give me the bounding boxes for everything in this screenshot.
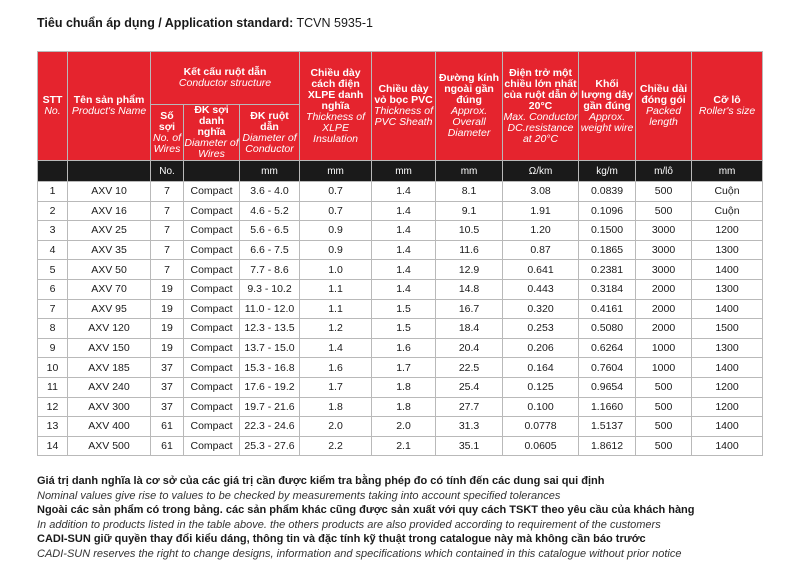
table-cell: AXV 35 xyxy=(68,240,151,260)
table-cell: 0.125 xyxy=(503,377,579,397)
table-cell: 4 xyxy=(38,240,68,260)
table-cell: 2000 xyxy=(636,279,692,299)
table-cell: 2 xyxy=(38,201,68,221)
table-cell: Compact xyxy=(184,201,240,221)
table-cell: 1.7 xyxy=(372,358,436,378)
table-cell: 9.3 - 10.2 xyxy=(240,279,300,299)
table-cell: AXV 16 xyxy=(68,201,151,221)
footnote-line: Nominal values give rise to values to be checked by measurements taking into account specified tolerances xyxy=(37,489,561,502)
table-cell: 0.164 xyxy=(503,358,579,378)
table-cell: AXV 240 xyxy=(68,377,151,397)
table-cell: 8 xyxy=(38,319,68,339)
footnote-line: CADI-SUN reserves the right to change designs, information and specifications which contained in this catalogue without prior notice xyxy=(37,547,682,560)
table-cell: 1400 xyxy=(692,299,763,319)
table-row xyxy=(38,436,763,456)
unit-cell: kg/m xyxy=(579,161,636,182)
table-cell: 1.7 xyxy=(300,377,372,397)
table-cell: 3.6 - 4.0 xyxy=(240,182,300,202)
table-cell: Compact xyxy=(184,260,240,280)
footnote-line: Giá trị danh nghĩa là cơ sở của các giá trị cần được kiểm tra bằng phép đo có tính đến các dung sai qui định xyxy=(37,475,605,487)
table-cell: Cuộn xyxy=(692,182,763,202)
table-cell: 1.5137 xyxy=(579,417,636,437)
table-cell: 1400 xyxy=(692,260,763,280)
table-cell: 1.91 xyxy=(503,201,579,221)
table-body xyxy=(38,182,763,456)
table-cell: 1.4 xyxy=(372,260,436,280)
table-cell: 25.4 xyxy=(436,377,503,397)
table-cell: 11 xyxy=(38,377,68,397)
table-cell: 9.1 xyxy=(436,201,503,221)
table-cell: 500 xyxy=(636,377,692,397)
table-row xyxy=(38,358,763,378)
table-row xyxy=(38,260,763,280)
table-cell: 2.2 xyxy=(300,436,372,456)
table-cell: 7 xyxy=(151,260,184,280)
table-cell: 1200 xyxy=(692,377,763,397)
table-cell: 0.9654 xyxy=(579,377,636,397)
table-cell: 7 xyxy=(151,240,184,260)
table-cell: 5.6 - 6.5 xyxy=(240,221,300,241)
table-row xyxy=(38,279,763,299)
table-row xyxy=(38,240,763,260)
table-cell: 0.9 xyxy=(300,240,372,260)
table-cell: 15.3 - 16.8 xyxy=(240,358,300,378)
unit-cell: m/lô xyxy=(636,161,692,182)
table-cell: 1.4 xyxy=(372,182,436,202)
table-cell: 7 xyxy=(151,221,184,241)
table-cell: 7.7 - 8.6 xyxy=(240,260,300,280)
table-cell: 1400 xyxy=(692,417,763,437)
unit-cell: mm xyxy=(372,161,436,182)
table-cell: 1300 xyxy=(692,338,763,358)
table-cell: 1.4 xyxy=(372,201,436,221)
table-cell: 1000 xyxy=(636,338,692,358)
table-cell: 0.1500 xyxy=(579,221,636,241)
table-cell: 19 xyxy=(151,279,184,299)
table-cell: 35.1 xyxy=(436,436,503,456)
table-cell: 61 xyxy=(151,417,184,437)
table-cell: 1 xyxy=(38,182,68,202)
table-row xyxy=(38,201,763,221)
table-cell: 1400 xyxy=(692,436,763,456)
table-cell: 4.6 - 5.2 xyxy=(240,201,300,221)
table-row xyxy=(38,338,763,358)
table-cell: 12 xyxy=(38,397,68,417)
table-cell: 1200 xyxy=(692,397,763,417)
table-row xyxy=(38,319,763,339)
table-cell: 6.6 - 7.5 xyxy=(240,240,300,260)
table-cell: 3000 xyxy=(636,260,692,280)
table-cell: 16.7 xyxy=(436,299,503,319)
table-cell: 500 xyxy=(636,182,692,202)
table-row xyxy=(38,221,763,241)
table-cell: Compact xyxy=(184,377,240,397)
table-cell: Compact xyxy=(184,319,240,339)
table-cell: 8.1 xyxy=(436,182,503,202)
table-cell: 1.6 xyxy=(300,358,372,378)
table-cell: AXV 70 xyxy=(68,279,151,299)
header-conductor-diameter: ĐK ruột dẫn Diameter of Conductor xyxy=(240,105,300,161)
table-cell: 1.8612 xyxy=(579,436,636,456)
application-standard xyxy=(37,16,373,30)
table-cell: 1.1 xyxy=(300,279,372,299)
table-cell: 1.0 xyxy=(300,260,372,280)
unit-cell: No. xyxy=(151,161,184,182)
table-cell: 6 xyxy=(38,279,68,299)
table-cell: 1200 xyxy=(692,221,763,241)
table-cell: 0.7 xyxy=(300,182,372,202)
table-cell: 2.0 xyxy=(372,417,436,437)
table-cell: 2.1 xyxy=(372,436,436,456)
table-cell: 7 xyxy=(151,182,184,202)
table-cell: 9 xyxy=(38,338,68,358)
table-cell: 1000 xyxy=(636,358,692,378)
table-cell: Compact xyxy=(184,279,240,299)
table-cell: Compact xyxy=(184,358,240,378)
unit-blank xyxy=(68,161,151,182)
table-cell: 25.3 - 27.6 xyxy=(240,436,300,456)
table-cell: 14 xyxy=(38,436,68,456)
table-cell: 0.7 xyxy=(300,201,372,221)
table-cell: 0.100 xyxy=(503,397,579,417)
table-cell: 37 xyxy=(151,377,184,397)
table-cell: Compact xyxy=(184,221,240,241)
unit-cell: mm xyxy=(240,161,300,182)
unit-cell: mm xyxy=(692,161,763,182)
table-cell: 22.3 - 24.6 xyxy=(240,417,300,437)
table-cell: 0.320 xyxy=(503,299,579,319)
table-cell: 22.5 xyxy=(436,358,503,378)
table-cell: 1.8 xyxy=(300,397,372,417)
table-cell: Compact xyxy=(184,299,240,319)
header-wire-diameter: ĐK sợi danh nghĩa Diameter of Wires xyxy=(184,104,239,160)
table-cell: 0.1865 xyxy=(579,240,636,260)
table-cell: 3 xyxy=(38,221,68,241)
header-weight: Khối lượng dây gần đúng Approx. weight wire xyxy=(579,52,636,161)
table-cell: 2.0 xyxy=(300,417,372,437)
table-cell: 0.3184 xyxy=(579,279,636,299)
table-cell: 27.7 xyxy=(436,397,503,417)
header-roller: Cỡ lô Roller's size xyxy=(692,52,763,161)
table-cell: 61 xyxy=(151,436,184,456)
table-row xyxy=(38,377,763,397)
table-cell: 3000 xyxy=(636,221,692,241)
footnote-line: In addition to products listed in the table above. the others products are also provided according to requirement of the customers xyxy=(37,518,661,531)
table-cell: 0.4161 xyxy=(579,299,636,319)
unit-blank xyxy=(38,161,68,182)
table-cell: 0.2381 xyxy=(579,260,636,280)
units-row xyxy=(38,161,763,182)
table-cell: 0.9 xyxy=(300,221,372,241)
table-cell: 13.7 - 15.0 xyxy=(240,338,300,358)
table-cell: 0.0839 xyxy=(579,182,636,202)
table-cell: 14.8 xyxy=(436,279,503,299)
table-cell: 3000 xyxy=(636,240,692,260)
table-cell: 0.1096 xyxy=(579,201,636,221)
table-cell: 1.2 xyxy=(300,319,372,339)
table-cell: 1.1 xyxy=(300,299,372,319)
table-cell: 12.9 xyxy=(436,260,503,280)
table-cell: 37 xyxy=(151,397,184,417)
table-cell: AXV 400 xyxy=(68,417,151,437)
table-cell: 1.4 xyxy=(372,221,436,241)
table-cell: 12.3 - 13.5 xyxy=(240,319,300,339)
table-cell: 1.6 xyxy=(372,338,436,358)
table-cell: 1.4 xyxy=(300,338,372,358)
table-cell: 19.7 - 21.6 xyxy=(240,397,300,417)
header-xlpe: Chiều dày cách điện XLPE danh nghĩa Thickness of XLPE Insulation xyxy=(300,52,372,161)
table-cell: 37 xyxy=(151,358,184,378)
table-cell: 500 xyxy=(636,397,692,417)
table-cell: 1.20 xyxy=(503,221,579,241)
header-stt: STT No. xyxy=(38,52,68,161)
table-cell: 10.5 xyxy=(436,221,503,241)
table-row xyxy=(38,397,763,417)
header-pvc: Chiều dày vỏ bọc PVC Thickness of PVC Sheath xyxy=(372,52,436,161)
table-cell: 2000 xyxy=(636,299,692,319)
table-cell: Compact xyxy=(184,182,240,202)
table-cell: Compact xyxy=(184,338,240,358)
table-cell: 5 xyxy=(38,260,68,280)
table-cell: 7 xyxy=(151,201,184,221)
table-cell: Compact xyxy=(184,397,240,417)
table-cell: 500 xyxy=(636,417,692,437)
table-cell: 1.5 xyxy=(372,319,436,339)
table-cell: 11.0 - 12.0 xyxy=(240,299,300,319)
table-cell: 1300 xyxy=(692,240,763,260)
table-cell: 1500 xyxy=(692,319,763,339)
table-cell: 0.0605 xyxy=(503,436,579,456)
units-row-group xyxy=(38,161,763,182)
table-cell: AXV 300 xyxy=(68,397,151,417)
table-cell: 2000 xyxy=(636,319,692,339)
table-cell: 11.6 xyxy=(436,240,503,260)
table-cell: 31.3 xyxy=(436,417,503,437)
table-cell: 17.6 - 19.2 xyxy=(240,377,300,397)
unit-blank xyxy=(184,161,240,182)
footnote-line: CADI-SUN giữ quyền thay đổi kiểu dáng, thông tin và đặc tính kỹ thuật trong catalogue này mà không cần báo trước xyxy=(37,533,646,545)
table-row xyxy=(38,299,763,319)
table-cell: 0.5080 xyxy=(579,319,636,339)
table-cell: 1.8 xyxy=(372,377,436,397)
table-cell: 18.4 xyxy=(436,319,503,339)
table-cell: 0.0778 xyxy=(503,417,579,437)
table-row xyxy=(38,417,763,437)
table-cell: 0.87 xyxy=(503,240,579,260)
table-cell: AXV 150 xyxy=(68,338,151,358)
table-cell: 7 xyxy=(38,299,68,319)
table-cell: 1.1660 xyxy=(579,397,636,417)
table-cell: 20.4 xyxy=(436,338,503,358)
table-cell: AXV 120 xyxy=(68,319,151,339)
header-name: Tên sản phẩm Product's Name xyxy=(68,52,151,161)
table-cell: AXV 95 xyxy=(68,299,151,319)
table-cell: 0.443 xyxy=(503,279,579,299)
header-resistance: Điện trở một chiều lớn nhất của ruột dẫn ở 20°C Max. Conductor DC.resistance at 20°C xyxy=(503,52,579,161)
unit-cell: mm xyxy=(436,161,503,182)
table-row xyxy=(38,182,763,202)
table-cell: 10 xyxy=(38,358,68,378)
table-cell: 0.206 xyxy=(503,338,579,358)
table-cell: AXV 500 xyxy=(68,436,151,456)
standard-label: Tiêu chuẩn áp dụng / Application standard: xyxy=(37,16,294,30)
table-cell: AXV 25 xyxy=(68,221,151,241)
table-cell: AXV 10 xyxy=(68,182,151,202)
table-cell: Compact xyxy=(184,240,240,260)
table-cell: AXV 185 xyxy=(68,358,151,378)
table-cell: 500 xyxy=(636,436,692,456)
spec-table xyxy=(37,51,763,456)
table-cell: 500 xyxy=(636,201,692,221)
table-cell: 1.4 xyxy=(372,240,436,260)
table-cell: 0.253 xyxy=(503,319,579,339)
table-cell: 1.4 xyxy=(372,279,436,299)
table-cell: 1300 xyxy=(692,279,763,299)
header-wires: Số sợi No. of Wires xyxy=(151,105,184,161)
header-length: Chiều dài đóng gói Packed length xyxy=(636,52,692,161)
table-cell: 19 xyxy=(151,319,184,339)
table-cell: 3.08 xyxy=(503,182,579,202)
table-cell: 19 xyxy=(151,299,184,319)
table-cell: 0.6264 xyxy=(579,338,636,358)
table-cell: Cuộn xyxy=(692,201,763,221)
table-cell: 1.5 xyxy=(372,299,436,319)
footnote-line: Ngoài các sản phẩm có trong bảng. các sản phẩm khác cũng được sản xuất với quy cách TSKT theo yêu cầu của khách hàng xyxy=(37,504,695,516)
table-cell: 1400 xyxy=(692,358,763,378)
standard-value: TCVN 5935-1 xyxy=(296,16,373,30)
unit-cell: mm xyxy=(300,161,372,182)
table-cell: 0.7604 xyxy=(579,358,636,378)
header-conductor: Kết cấu ruột dẫn Conductor structure xyxy=(151,52,300,105)
header-overall: Đường kính ngoài gần đúng Approx. Overall Diameter xyxy=(436,52,503,161)
table-cell: 13 xyxy=(38,417,68,437)
table-cell: 19 xyxy=(151,338,184,358)
table-cell: Compact xyxy=(184,417,240,437)
table-cell: 1.8 xyxy=(372,397,436,417)
table-cell: Compact xyxy=(184,436,240,456)
footnotes xyxy=(37,474,777,561)
unit-cell: Ω/km xyxy=(503,161,579,182)
table-cell: AXV 50 xyxy=(68,260,151,280)
table-cell: 0.641 xyxy=(503,260,579,280)
